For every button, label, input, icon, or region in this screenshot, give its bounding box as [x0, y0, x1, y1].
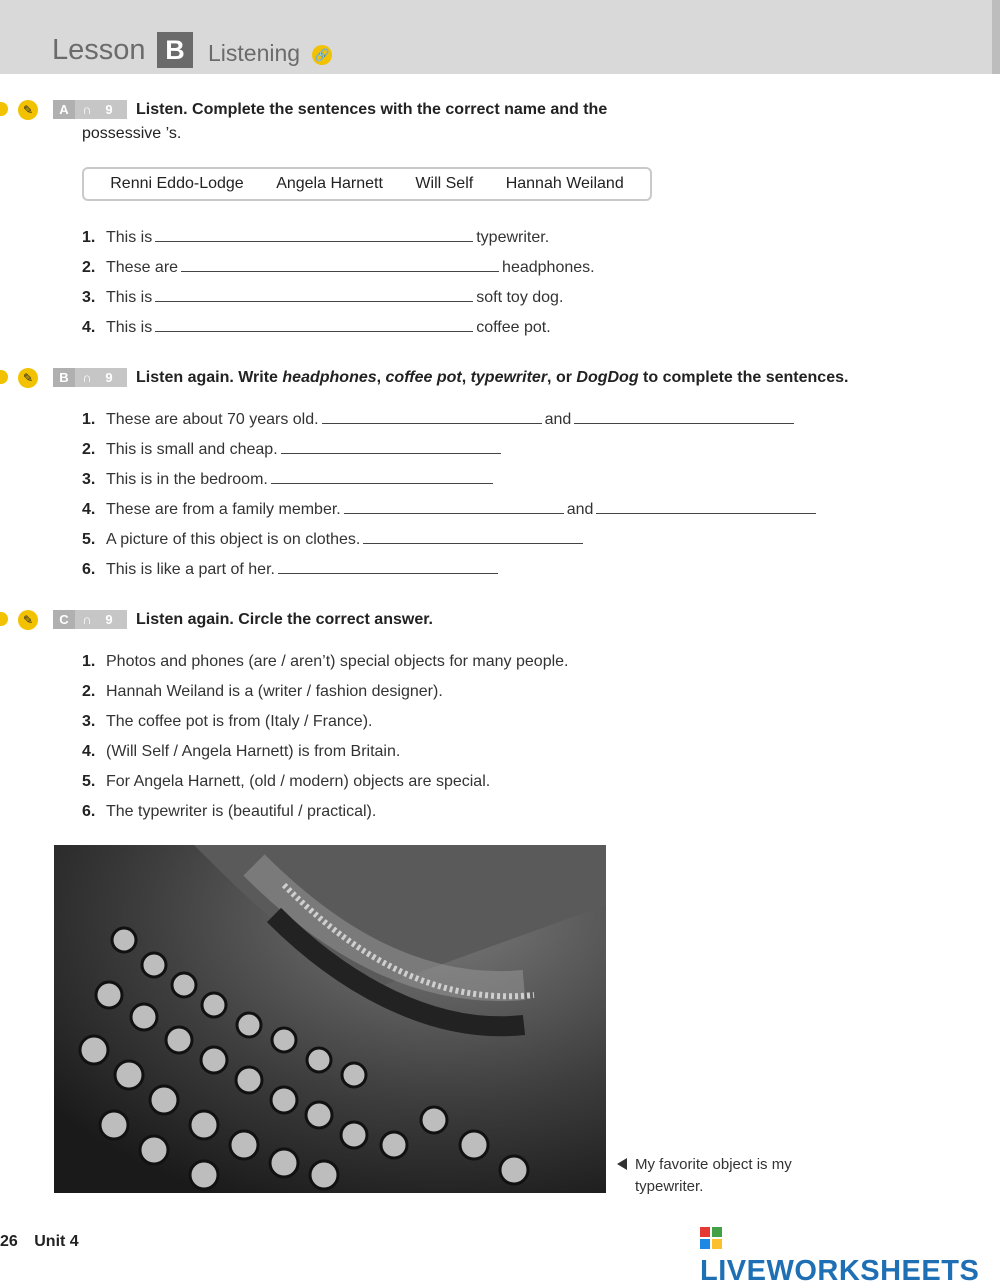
item-text: This is in the bedroom.	[106, 471, 268, 488]
caption-text: My favorite object is my	[635, 1156, 792, 1173]
answer-blank[interactable]	[155, 227, 473, 242]
page-number: 26	[0, 1233, 18, 1250]
item-number: 2.	[82, 259, 96, 276]
item-text: These are from a family member.	[106, 501, 341, 518]
item-text: This is	[106, 319, 153, 336]
item-number: 3.	[82, 471, 96, 488]
item-text: Hannah Weiland is a (writer / fashion designer).	[106, 683, 443, 700]
exercise-c-item[interactable]	[82, 741, 400, 763]
item-number: 4.	[82, 319, 96, 336]
exercise-b-item	[82, 469, 496, 491]
instruction-word: DogDog	[576, 369, 639, 386]
item-text: This is small and cheap.	[106, 441, 278, 458]
instruction-word: coffee pot	[385, 369, 462, 386]
unit-label: Unit 4	[34, 1233, 79, 1250]
item-text: This is like a part of her.	[106, 561, 275, 578]
item-text: The typewriter is (beautiful / practical).	[106, 803, 377, 820]
answer-blank[interactable]	[322, 409, 542, 424]
section-a-instruction-cont: possessive ’s.	[82, 125, 182, 142]
word-box-name: Hannah Weiland	[505, 175, 624, 192]
item-number: 5.	[82, 531, 96, 548]
item-number: 2.	[82, 683, 96, 700]
instruction-word: headphones	[282, 369, 377, 386]
headphones-icon: ∩	[82, 612, 92, 627]
item-text: coffee pot.	[476, 319, 551, 336]
edit-icon: ✎	[18, 100, 38, 120]
answer-blank[interactable]	[344, 499, 564, 514]
exercise-b-item	[82, 409, 797, 431]
item-number: 4.	[82, 501, 96, 518]
section-b-tag	[53, 368, 127, 387]
item-number: 6.	[82, 561, 96, 578]
answer-blank[interactable]	[271, 469, 493, 484]
item-number: 3.	[82, 713, 96, 730]
answer-blank[interactable]	[574, 409, 794, 424]
edit-icon: ✎	[18, 610, 38, 630]
lesson-letter: B	[157, 32, 193, 68]
exercise-b-item	[82, 439, 504, 461]
item-number: 3.	[82, 289, 96, 306]
exercise-c-item[interactable]	[82, 801, 376, 823]
word-box-name: Renni Eddo-Lodge	[110, 175, 244, 192]
section-c-tag	[53, 610, 127, 629]
photo-caption	[617, 1154, 847, 1198]
word-box-name: Angela Harnett	[276, 175, 383, 192]
item-text: This is	[106, 229, 153, 246]
answer-blank[interactable]	[181, 257, 499, 272]
exercise-b-item	[82, 559, 501, 581]
instruction-word: typewriter	[470, 369, 548, 386]
item-number: 4.	[82, 743, 96, 760]
answer-blank[interactable]	[281, 439, 501, 454]
instruction-text: to complete the sentences.	[638, 369, 849, 386]
exercise-b-item	[82, 499, 819, 521]
section-c-instruction: Listen again. Circle the correct answer.	[136, 611, 433, 628]
track-number: 9	[105, 612, 113, 627]
word-box	[82, 167, 652, 201]
item-text: typewriter.	[476, 229, 550, 246]
exercise-c-item[interactable]	[82, 771, 490, 793]
item-number: 1.	[82, 411, 96, 428]
exercise-b-item	[82, 529, 586, 551]
audio-marker-icon	[0, 102, 8, 116]
answer-blank[interactable]	[278, 559, 498, 574]
and-word: and	[566, 501, 594, 518]
exercise-a-item	[82, 257, 595, 279]
section-a-instruction: Listen. Complete the sentences with the correct name and the	[136, 101, 608, 118]
headphones-icon: ∩	[82, 370, 92, 385]
item-text: headphones.	[502, 259, 595, 276]
item-text: (Will Self / Angela Harnett) is from Britain.	[106, 743, 401, 760]
item-text: This is	[106, 289, 153, 306]
section-letter: B	[53, 368, 75, 387]
lesson-skill: Listening	[208, 40, 301, 66]
header-edge	[992, 0, 1000, 74]
typewriter-photo	[54, 845, 606, 1193]
edit-icon: ✎	[18, 368, 38, 388]
item-number: 5.	[82, 773, 96, 790]
word-box-name: Will Self	[415, 175, 474, 192]
exercise-c-item[interactable]	[82, 711, 372, 733]
item-number: 2.	[82, 441, 96, 458]
audio-marker-icon	[0, 612, 8, 626]
answer-blank[interactable]	[155, 287, 473, 302]
caption-text: typewriter.	[635, 1178, 704, 1195]
exercise-c-item[interactable]	[82, 651, 569, 673]
and-word: and	[544, 411, 572, 428]
answer-blank[interactable]	[155, 317, 473, 332]
headphones-icon: ∩	[82, 102, 92, 117]
item-number: 1.	[82, 229, 96, 246]
item-text: These are	[106, 259, 179, 276]
item-text: soft toy dog.	[476, 289, 564, 306]
section-letter: A	[53, 100, 75, 119]
item-number: 6.	[82, 803, 96, 820]
section-letter: C	[53, 610, 75, 629]
link-icon[interactable]: 🔗	[312, 45, 332, 65]
caption-arrow-icon	[617, 1158, 627, 1170]
exercise-a-item	[82, 317, 551, 339]
item-text: These are about 70 years old.	[106, 411, 319, 428]
instruction-text: ,	[376, 369, 386, 386]
exercise-a-item	[82, 287, 563, 309]
audio-marker-icon	[0, 370, 8, 384]
brand-name: LIVEWORKSHEETS	[700, 1255, 980, 1287]
instruction-text: ,	[461, 369, 471, 386]
item-text: The coffee pot is from (Italy / France).	[106, 713, 373, 730]
page-footer	[0, 1233, 79, 1251]
exercise-c-item[interactable]	[82, 681, 443, 703]
instruction-text: , or	[547, 369, 577, 386]
item-text: A picture of this object is on clothes.	[106, 531, 361, 548]
lesson-header	[0, 0, 1000, 74]
track-number: 9	[105, 102, 113, 117]
instruction-text: Listen again. Write	[136, 369, 283, 386]
exercise-a-item	[82, 227, 549, 249]
answer-blank[interactable]	[596, 499, 816, 514]
liveworksheets-icon	[700, 1227, 722, 1249]
item-text: For Angela Harnett, (old / modern) objects are special.	[106, 773, 491, 790]
section-b-instruction	[136, 366, 848, 389]
answer-blank[interactable]	[363, 529, 583, 544]
item-text: Photos and phones (are / aren’t) special objects for many people.	[106, 653, 569, 670]
liveworksheets-logo[interactable]	[700, 1222, 1000, 1288]
typewriter-illustration	[54, 845, 606, 1193]
lesson-word: Lesson	[52, 34, 146, 66]
track-number: 9	[105, 370, 113, 385]
section-a-tag	[53, 100, 127, 119]
item-number: 1.	[82, 653, 96, 670]
